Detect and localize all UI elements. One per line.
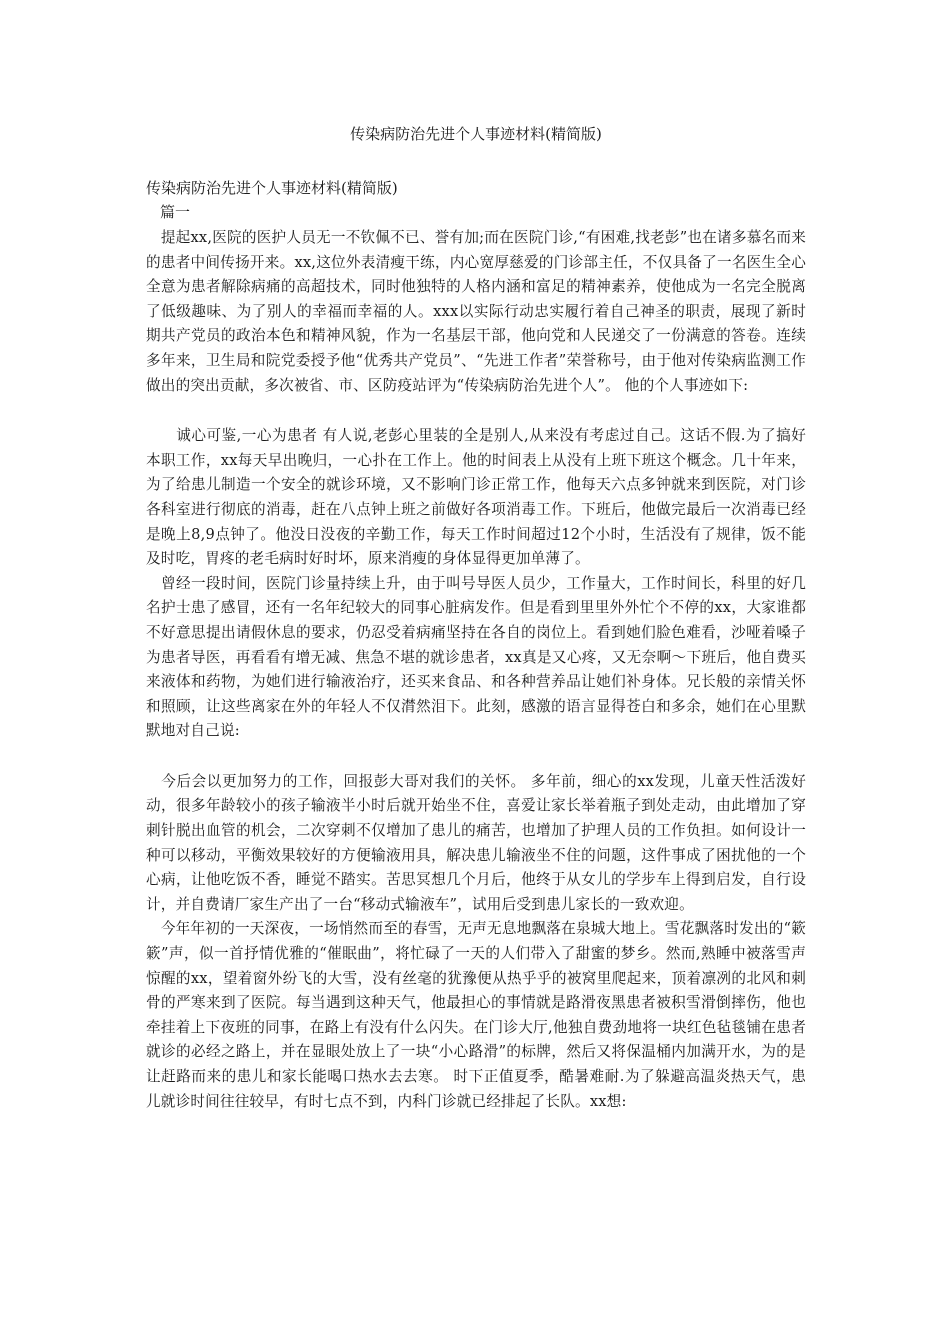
document-title: 传染病防治先进个人事迹材料(精简版) <box>350 125 602 143</box>
paragraph: 曾经一段时间，医院门诊量持续上升，由于叫号导医人员少，工作量大，工作时间长，科里的好几名护士患了感冒，还有一名年纪较大的同事心脏病发作。但是看到里里外外忙个不停的xx，大家谁都不好意思提出请假休息的要求，仍忍受着病痛坚持在各自的岗位上。看到她们脸色难看，沙哑着嗓子为患者导医，再看看有增无减、焦急不堪的就诊患者，xx真是又心疼，又无奈啊～下班后，他自费买来液体和药物，为她们进行输液治疗，还买来食品、和各种营养品让她们补身体。兄长般的亲情关怀和照顾，让这些离家在外的年轻人不仅潸然泪下。此刻，感激的语言显得苍白和多余，她们在心里默默地对自己说: <box>146 574 806 740</box>
document-page <box>146 118 806 1114</box>
paragraph: 今年年初的一天深夜，一场悄然而至的春雪，无声无息地飘落在泉城大地上。雪花飘落时发出的“簌簌”声，似一首抒情优雅的“催眠曲”，将忙碌了一天的人们带入了甜蜜的梦乡。然而,熟睡中被落雪声惊醒的xx，望着窗外纷飞的大雪，没有丝毫的犹豫便从热乎乎的被窝里爬起来，顶着凛冽的北风和刺骨的严寒来到了医院。每当遇到这种天气，他最担心的事情就是路滑夜黑患者被积雪滑倒摔伤，他也牵挂着上下夜班的同事，在路上有没有什么闪失。在门诊大厅,他独自费劲地将一块红色毡毯铺在患者就诊的必经之路上，并在显眼处放上了一块“小心路滑”的标牌，然后又将保温桶内加满开水，为的是让赶路而来的患儿和家长能喝口热水去去寒。 时下正值夏季，酷暑难耐.为了躲避高温炎热天气，患儿就诊时间往往较早，有时七点不到，内科门诊就已经排起了长队。xx想: <box>146 920 806 1110</box>
paragraph-gap <box>146 398 806 424</box>
document-subtitle: 传染病防治先进个人事迹材料(精简版) <box>146 179 398 197</box>
paragraph: 提起xx,医院的医护人员无一不钦佩不已、誉有加;而在医院门诊,“有困难,找老彭”也在诸多慕名而来的患者中间传扬开来。xx,这位外表清瘦干练，内心宽厚慈爱的门诊部主任，不仅具备了一名医生全心全意为患者解除病痛的高超技术，同时他独特的人格内涵和富足的精神素养，使他成为一名完全脱离了低级趣味、为了别人的幸福而幸福的人。xxx以实际行动忠实履行着自己神圣的职责，展现了新时期共产党员的政治本色和精神风貌，作为一名基层干部，他向党和人民递交了一份满意的答卷。连续多年来，卫生局和院党委授予他“优秀共产党员”、“先进工作者”荣誉称号，由于他对传染病监测工作做出的突出贡献，多次被省、市、区防疫站评为“传染病防治先进个人”。 他的个人事迹如下: <box>146 229 806 394</box>
paragraph: 今后会以更加努力的工作，回报彭大哥对我们的关怀。 多年前，细心的xx发现，儿童天性活泼好动，很多年龄较小的孩子输液半小时后就开始坐不住，喜爱让家长举着瓶子到处走动，由此增加了穿刺针脱出血管的机会，二次穿刺不仅增加了患儿的痛苦，也增加了护理人员的工作负担。如何设计一种可以移动，平衡效果较好的方便输液用具，解决患儿输液坐不住的问题，这件事成了困扰他的一个心病，让他吃饭不香，睡觉不踏实。苦思冥想几个月后，他终于从女儿的学步车上得到启发，自行设计，并自费请厂家生产出了一台“移动式输液车”，试用后受到患儿家长的一致欢迎。 <box>146 772 806 913</box>
section-label: 篇一 <box>160 203 191 221</box>
paragraph-gap <box>146 744 806 770</box>
paragraph: 诚心可鉴,一心为患者 有人说,老彭心里装的全是别人,从来没有考虑过自己。这话不假.为了搞好本职工作，xx每天早出晚归，一心扑在工作上。他的时间表上从没有上班下班这个概念。几十年来，为了给患儿制造一个安全的就诊环境，又不影响门诊正常工作，他每天六点多钟就来到医院，对门诊各科室进行彻底的消毒，赶在八点钟上班之前做好各项消毒工作。下班后，他做完最后一次消毒已经是晚上8,9点钟了。他没日没夜的辛勤工作，每天工作时间超过12个小时，生活没有了规律，饭不能及时吃，胃疼的老毛病时好时坏，原来消瘦的身体显得更加单薄了。 <box>146 427 806 568</box>
